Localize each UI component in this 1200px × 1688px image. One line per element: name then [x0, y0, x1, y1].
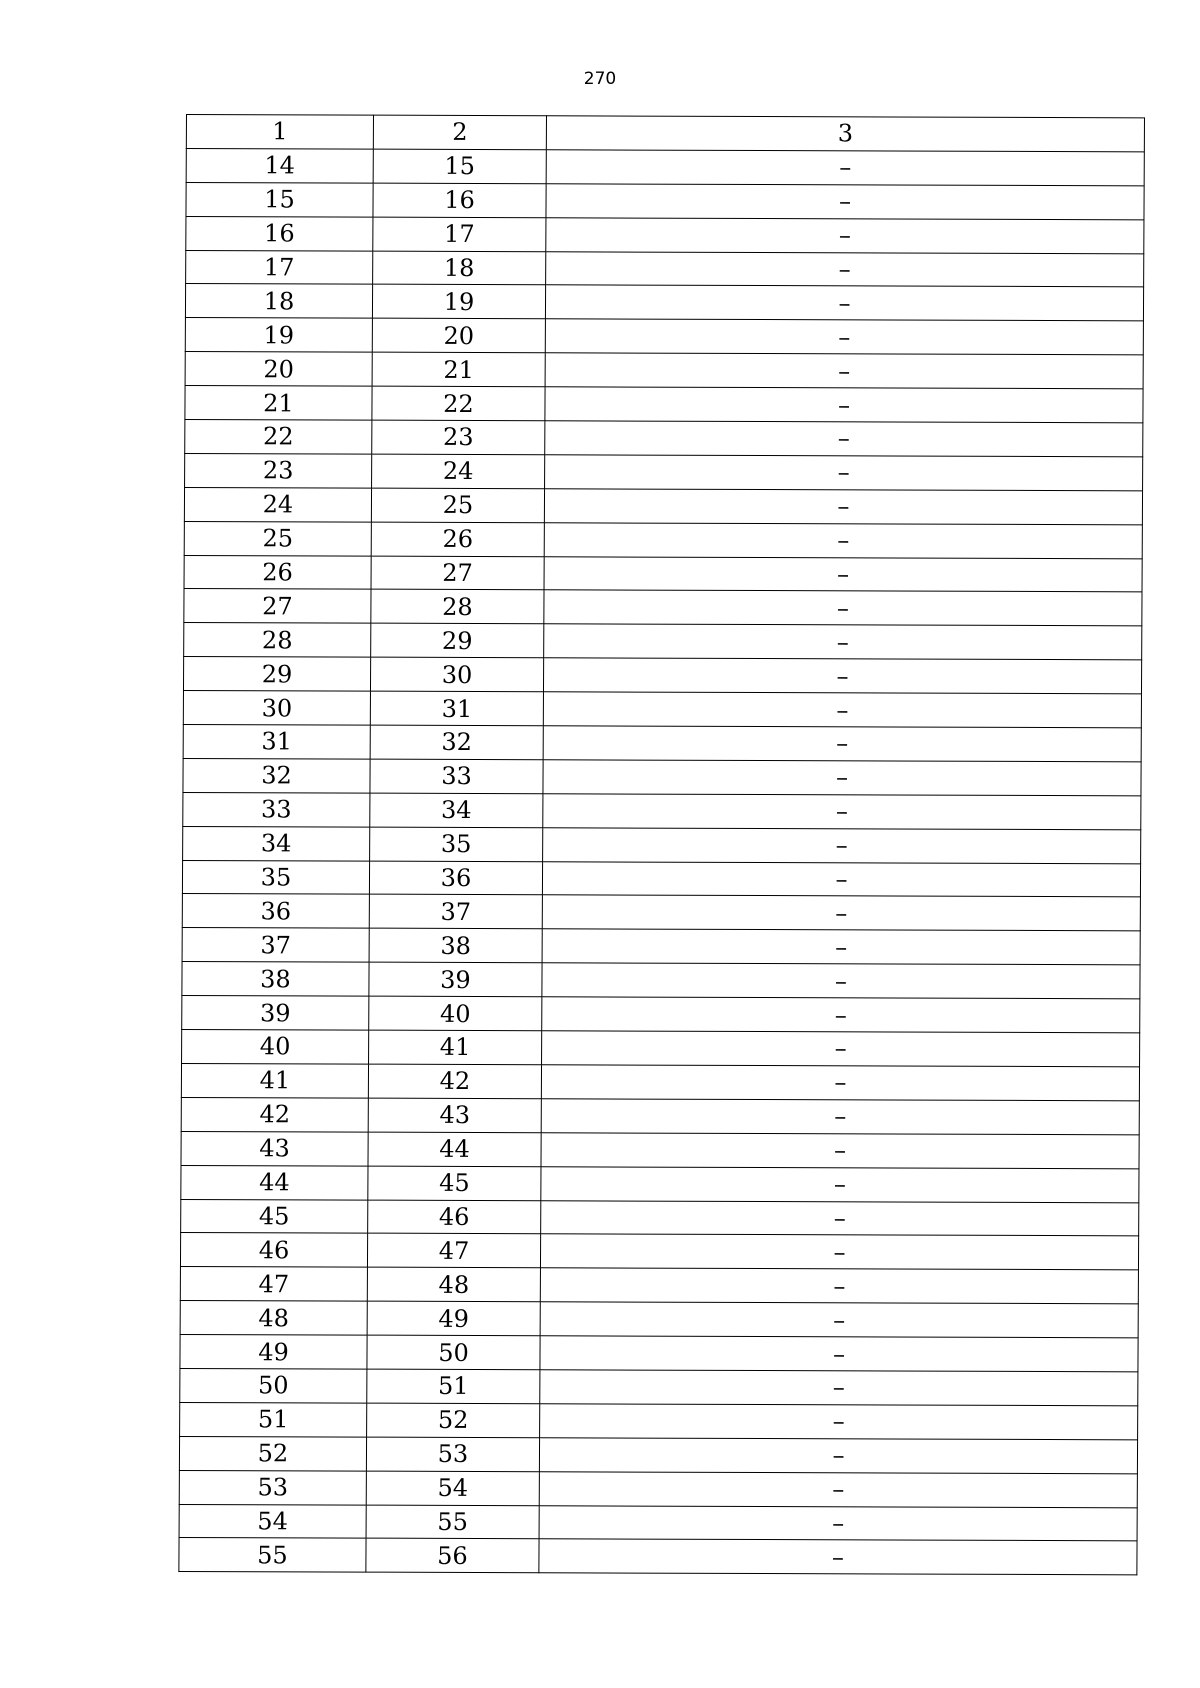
table-cell-col-2: 51 [367, 1369, 540, 1403]
table-row [185, 420, 1143, 457]
table-cell-col-1: 41 [181, 1063, 368, 1098]
table-cell-col-1: 20 [185, 352, 372, 387]
table-row [185, 284, 1143, 321]
table-cell-col-3: – [541, 1132, 1139, 1168]
table-cell-col-2: 34 [370, 793, 543, 827]
table-row [180, 1267, 1138, 1304]
table-cell-col-1: 43 [181, 1131, 368, 1166]
table-cell-col-1: 47 [180, 1267, 367, 1302]
table-header-row [186, 115, 1144, 152]
table-cell-col-2: 32 [370, 725, 543, 759]
table-cell-col-3: – [542, 929, 1140, 965]
table-row [182, 1030, 1140, 1067]
table-row [182, 996, 1140, 1033]
table-cell-col-3: – [541, 1200, 1139, 1236]
table-cell-col-3: – [544, 556, 1142, 592]
table-cell-col-1: 29 [183, 657, 370, 692]
table-cell-col-2: 27 [371, 556, 544, 590]
table-cell-col-1: 53 [179, 1470, 366, 1505]
table-cell-col-1: 45 [181, 1199, 368, 1234]
table-cell-col-3: – [545, 285, 1143, 321]
table-row [185, 453, 1143, 490]
table-cell-col-1: 36 [182, 894, 369, 929]
table-cell-col-1: 51 [180, 1402, 367, 1437]
table-cell-col-2: 15 [373, 149, 546, 183]
table-cell-col-3: – [546, 150, 1144, 186]
table-cell-col-3: – [540, 1336, 1138, 1372]
table-cell-col-1: 16 [186, 216, 373, 251]
table-row [180, 1335, 1138, 1372]
table-cell-col-1: 25 [184, 521, 371, 556]
table-cell-col-2: 25 [371, 488, 544, 522]
table-cell-col-1: 42 [181, 1097, 368, 1132]
table-cell-col-2: 30 [370, 657, 543, 691]
table-cell-col-3: – [545, 319, 1143, 355]
table-cell-col-3: – [541, 1166, 1139, 1202]
table-cell-col-1: 37 [182, 928, 369, 963]
table-cell-col-1: 22 [185, 420, 372, 455]
table-cell-col-1: 32 [183, 758, 370, 793]
table-cell-col-1: 31 [183, 725, 370, 760]
table-cell-col-3: – [542, 861, 1140, 897]
column-header-2: 2 [373, 115, 546, 149]
table-cell-col-2: 44 [368, 1132, 541, 1166]
table-cell-col-2: 52 [367, 1403, 540, 1437]
table-cell-col-3: – [540, 1404, 1138, 1440]
table-cell-col-2: 16 [373, 183, 546, 217]
table-cell-col-1: 33 [183, 792, 370, 827]
table-cell-col-3: – [540, 1268, 1138, 1304]
table-cell-col-2: 26 [371, 522, 544, 556]
table-cell-col-2: 42 [368, 1064, 541, 1098]
table-cell-col-2: 55 [366, 1505, 539, 1539]
table-cell-col-3: – [542, 963, 1140, 999]
table-cell-col-1: 35 [182, 860, 369, 895]
table-row [182, 894, 1140, 931]
table-row [182, 928, 1140, 965]
table-row [179, 1470, 1137, 1507]
table-cell-col-3: – [545, 353, 1143, 389]
table-cell-col-3: – [545, 421, 1143, 457]
table-cell-col-3: – [544, 522, 1142, 558]
table-row [180, 1301, 1138, 1338]
table-row [179, 1504, 1137, 1541]
table-row [184, 487, 1142, 524]
table-cell-col-3: – [541, 1065, 1139, 1101]
table-cell-col-2: 22 [372, 386, 545, 420]
table-row [186, 182, 1144, 219]
table-cell-col-2: 31 [370, 691, 543, 725]
table-row [184, 555, 1142, 592]
table-cell-col-1: 15 [186, 182, 373, 217]
table-cell-col-3: – [543, 658, 1141, 694]
table-cell-col-2: 24 [372, 454, 545, 488]
table-cell-col-3: – [541, 1099, 1139, 1135]
table-cell-col-3: – [539, 1539, 1137, 1575]
table-cell-col-3: – [543, 692, 1141, 728]
table-cell-col-2: 41 [369, 1030, 542, 1064]
table-cell-col-1: 17 [186, 250, 373, 285]
table-row [180, 1402, 1138, 1439]
page-number: 270 [583, 69, 617, 89]
table-cell-col-2: 29 [371, 624, 544, 658]
table-row [183, 826, 1141, 863]
table-cell-col-3: – [544, 590, 1142, 626]
table-cell-col-1: 44 [181, 1165, 368, 1200]
table-cell-col-1: 19 [185, 318, 372, 353]
table-cell-col-1: 49 [180, 1335, 367, 1370]
table-cell-col-3: – [546, 184, 1144, 220]
table-cell-col-3: – [539, 1505, 1137, 1541]
table-cell-col-3: – [540, 1370, 1138, 1406]
table-cell-col-1: 30 [183, 691, 370, 726]
table-cell-col-1: 28 [184, 623, 371, 658]
table-cell-col-3: – [544, 624, 1142, 660]
table-cell-col-2: 19 [372, 285, 545, 319]
table-cell-col-2: 35 [370, 827, 543, 861]
table-row [181, 1097, 1139, 1134]
table-cell-col-2: 56 [366, 1539, 539, 1573]
table-cell-col-3: – [543, 794, 1141, 830]
data-table [178, 114, 1145, 1576]
table-cell-col-3: – [542, 997, 1140, 1033]
table-cell-col-2: 45 [368, 1166, 541, 1200]
table-cell-col-3: – [546, 217, 1144, 253]
table-cell-col-1: 34 [183, 826, 370, 861]
table-cell-col-1: 48 [180, 1301, 367, 1336]
table-cell-col-2: 46 [368, 1200, 541, 1234]
table-row [179, 1436, 1137, 1473]
table-cell-col-1: 27 [184, 589, 371, 624]
table-cell-col-3: – [543, 726, 1141, 762]
table-row [185, 352, 1143, 389]
table-cell-col-3: – [543, 827, 1141, 863]
table-cell-col-2: 17 [373, 217, 546, 251]
table-row [180, 1368, 1138, 1405]
table-cell-col-3: – [546, 251, 1144, 287]
table-cell-col-1: 39 [182, 996, 369, 1031]
table-row [183, 792, 1141, 829]
table-cell-col-1: 54 [179, 1504, 366, 1539]
table-cell-col-3: – [545, 455, 1143, 491]
table-cell-col-2: 40 [369, 996, 542, 1030]
table-row [181, 1165, 1139, 1202]
column-header-3: 3 [546, 116, 1144, 152]
table-cell-col-1: 55 [179, 1538, 366, 1573]
table-cell-col-2: 54 [366, 1471, 539, 1505]
column-header-1: 1 [186, 115, 373, 150]
table-cell-col-1: 23 [185, 453, 372, 488]
table-cell-col-1: 18 [185, 284, 372, 319]
table-cell-col-2: 23 [372, 420, 545, 454]
table-row [182, 962, 1140, 999]
table-cell-col-3: – [540, 1234, 1138, 1270]
table-cell-col-2: 36 [369, 861, 542, 895]
table-cell-col-2: 37 [369, 895, 542, 929]
table-row [183, 657, 1141, 694]
table-cell-col-2: 38 [369, 929, 542, 963]
table-row [180, 1233, 1138, 1270]
table-cell-col-2: 48 [367, 1267, 540, 1301]
table-row [182, 860, 1140, 897]
table-cell-col-2: 53 [366, 1437, 539, 1471]
table-cell-col-1: 26 [184, 555, 371, 590]
table-cell-col-2: 28 [371, 590, 544, 624]
table-row [184, 623, 1142, 660]
table-row [185, 318, 1143, 355]
table-cell-col-3: – [545, 387, 1143, 423]
table-cell-col-1: 50 [180, 1368, 367, 1403]
table-row [183, 691, 1141, 728]
table-cell-col-2: 33 [370, 759, 543, 793]
table-row [181, 1199, 1139, 1236]
table-cell-col-1: 21 [185, 386, 372, 421]
table-cell-col-1: 24 [184, 487, 371, 522]
table-row [186, 148, 1144, 185]
table-cell-col-3: – [539, 1471, 1137, 1507]
table-row [183, 758, 1141, 795]
table-cell-col-3: – [542, 1031, 1140, 1067]
table-cell-col-2: 20 [372, 318, 545, 352]
table-cell-col-1: 38 [182, 962, 369, 997]
table-row [181, 1063, 1139, 1100]
table-cell-col-1: 40 [182, 1030, 369, 1065]
table-cell-col-2: 39 [369, 962, 542, 996]
table-row [179, 1538, 1137, 1575]
table-cell-col-2: 18 [373, 251, 546, 285]
table-row [184, 521, 1142, 558]
table-row [183, 725, 1141, 762]
table-cell-col-3: – [542, 895, 1140, 931]
table-cell-col-1: 14 [186, 148, 373, 183]
table-row [185, 386, 1143, 423]
table-cell-col-2: 49 [367, 1301, 540, 1335]
table-cell-col-3: – [539, 1437, 1137, 1473]
table-body [179, 115, 1145, 1576]
table-cell-col-2: 43 [368, 1098, 541, 1132]
table-row [186, 250, 1144, 287]
table-cell-col-3: – [543, 760, 1141, 796]
table-row [181, 1131, 1139, 1168]
table-cell-col-1: 52 [179, 1436, 366, 1471]
table-cell-col-2: 50 [367, 1335, 540, 1369]
table-row [184, 589, 1142, 626]
table-cell-col-2: 47 [367, 1234, 540, 1268]
table-cell-col-3: – [544, 489, 1142, 525]
table-cell-col-2: 21 [372, 352, 545, 386]
table-cell-col-1: 46 [180, 1233, 367, 1268]
table-cell-col-3: – [540, 1302, 1138, 1338]
table-row [186, 216, 1144, 253]
